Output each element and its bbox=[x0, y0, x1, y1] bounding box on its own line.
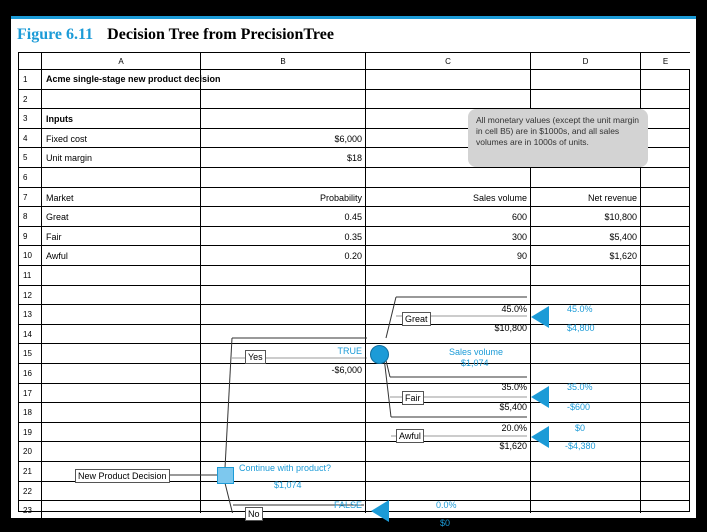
row-header-8[interactable]: 8 bbox=[19, 207, 42, 227]
row-gridline bbox=[42, 89, 690, 90]
cell-d7[interactable]: Net revenue bbox=[587, 193, 637, 203]
cell-b8[interactable]: 0.45 bbox=[344, 212, 362, 222]
figure-frame bbox=[11, 16, 696, 530]
row-header-17[interactable]: 17 bbox=[19, 384, 42, 404]
awful-branch-label[interactable]: Awful bbox=[396, 429, 424, 443]
no-end-triangle[interactable] bbox=[371, 500, 389, 522]
row-header-6[interactable]: 6 bbox=[19, 168, 42, 188]
row-header-22[interactable]: 22 bbox=[19, 482, 42, 502]
decision-node-square[interactable] bbox=[217, 467, 234, 484]
row-header-20[interactable]: 20 bbox=[19, 442, 42, 462]
row-header-15[interactable]: 15 bbox=[19, 344, 42, 364]
row-header-7[interactable]: 7 bbox=[19, 188, 42, 208]
great-branch-label[interactable]: Great bbox=[402, 312, 431, 326]
decision-node-label[interactable]: New Product Decision bbox=[75, 469, 170, 483]
figure-number: Figure 6.11 bbox=[17, 26, 94, 43]
chance-node-circle[interactable] bbox=[370, 345, 389, 364]
cell-a5[interactable]: Unit margin bbox=[46, 153, 93, 163]
row-gridline bbox=[42, 206, 690, 207]
awful-end-triangle[interactable] bbox=[531, 426, 549, 448]
cell-a10[interactable]: Awful bbox=[46, 251, 68, 261]
cell-b9[interactable]: 0.35 bbox=[344, 232, 362, 242]
cell-c8[interactable]: 600 bbox=[511, 212, 527, 222]
row-gridline bbox=[42, 363, 690, 364]
row-gridline bbox=[42, 226, 690, 227]
awful-end-prob: $0 bbox=[575, 423, 586, 433]
cell-a3[interactable]: Inputs bbox=[46, 114, 73, 124]
awful-prob: 20.0% bbox=[501, 423, 527, 433]
no-branch-label[interactable]: No bbox=[245, 507, 263, 521]
decision-value: $1,074 bbox=[274, 480, 302, 490]
row-gridline bbox=[42, 343, 690, 344]
great-end-triangle[interactable] bbox=[531, 306, 549, 328]
row-header-21[interactable]: 21 bbox=[19, 462, 42, 482]
row-header-9[interactable]: 9 bbox=[19, 227, 42, 247]
chance-value: $1,074 bbox=[461, 358, 489, 368]
row-gridline bbox=[42, 265, 690, 266]
column-header-b[interactable]: B bbox=[201, 53, 366, 70]
column-header-e[interactable]: E bbox=[641, 53, 690, 70]
cell-a4[interactable]: Fixed cost bbox=[46, 134, 88, 144]
column-header-c[interactable]: C bbox=[366, 53, 531, 70]
fair-end-prob: 35.0% bbox=[567, 382, 593, 392]
no-value: 0 bbox=[356, 520, 362, 530]
row-header-18[interactable]: 18 bbox=[19, 403, 42, 423]
figure-title bbox=[17, 26, 334, 44]
no-flag: FALSE bbox=[333, 500, 362, 510]
row-gridline bbox=[42, 167, 690, 168]
cell-b4[interactable]: $6,000 bbox=[334, 134, 362, 144]
cell-c10[interactable]: 90 bbox=[516, 251, 527, 261]
cell-c9[interactable]: 300 bbox=[511, 232, 527, 242]
row-gridline bbox=[42, 245, 690, 246]
awful-end-value: -$4,380 bbox=[565, 441, 596, 451]
figure-caption: Decision Tree from PrecisionTree bbox=[107, 26, 334, 43]
row-header-14[interactable]: 14 bbox=[19, 325, 42, 345]
row-header-16[interactable]: 16 bbox=[19, 364, 42, 384]
decision-label: Continue with product? bbox=[239, 463, 332, 473]
spreadsheet[interactable] bbox=[18, 52, 690, 530]
row-header-3[interactable]: 3 bbox=[19, 109, 42, 129]
row-header-1[interactable]: 1 bbox=[19, 70, 42, 90]
cell-d8[interactable]: $10,800 bbox=[604, 212, 637, 222]
row-gridline bbox=[42, 187, 690, 188]
row-header-13[interactable]: 13 bbox=[19, 305, 42, 325]
chance-label: Sales volume bbox=[449, 347, 504, 357]
cell-b5[interactable]: $18 bbox=[346, 153, 362, 163]
corner-header[interactable] bbox=[19, 53, 42, 70]
note-callout: All monetary values (except the unit margin in cell B5) are in $1000s, and all sales volumes are in 1000s of units. bbox=[468, 109, 648, 167]
column-header-d[interactable]: D bbox=[531, 53, 641, 70]
row-header-11[interactable]: 11 bbox=[19, 266, 42, 286]
row-gridline bbox=[42, 461, 690, 462]
fair-prob: 35.0% bbox=[501, 382, 527, 392]
row-header-4[interactable]: 4 bbox=[19, 129, 42, 149]
figure-top-rule bbox=[11, 16, 696, 19]
fair-branch-label[interactable]: Fair bbox=[402, 391, 424, 405]
row-header-12[interactable]: 12 bbox=[19, 286, 42, 306]
row-header-23[interactable]: 23 bbox=[19, 501, 42, 521]
no-payoff: $0 bbox=[440, 518, 451, 528]
great-value: $10,800 bbox=[494, 323, 527, 333]
fair-end-value: -$600 bbox=[567, 402, 591, 412]
great-end-prob: 45.0% bbox=[567, 304, 593, 314]
cell-a7[interactable]: Market bbox=[46, 193, 74, 203]
cell-a9[interactable]: Fair bbox=[46, 232, 62, 242]
column-header-a[interactable]: A bbox=[42, 53, 201, 70]
yes-cost: -$6,000 bbox=[331, 365, 362, 375]
great-prob: 45.0% bbox=[501, 304, 527, 314]
row-gridline bbox=[42, 520, 690, 521]
yes-flag: TRUE bbox=[337, 346, 362, 356]
row-header-10[interactable]: 10 bbox=[19, 246, 42, 266]
row-header-2[interactable]: 2 bbox=[19, 90, 42, 110]
yes-branch-label[interactable]: Yes bbox=[245, 350, 266, 364]
cell-a8[interactable]: Great bbox=[46, 212, 69, 222]
fair-end-triangle[interactable] bbox=[531, 386, 549, 408]
fair-value: $5,400 bbox=[499, 402, 527, 412]
row-header-5[interactable]: 5 bbox=[19, 148, 42, 168]
great-end-value: $4,800 bbox=[567, 323, 595, 333]
cell-d9[interactable]: $5,400 bbox=[609, 232, 637, 242]
cell-b7[interactable]: Probability bbox=[319, 193, 362, 203]
cell-b10[interactable]: 0.20 bbox=[344, 251, 362, 261]
row-gridline bbox=[42, 500, 690, 501]
no-prob: 0.0% bbox=[436, 500, 457, 510]
row-gridline bbox=[42, 285, 690, 286]
awful-value: $1,620 bbox=[499, 441, 527, 451]
cell-c7[interactable]: Sales volume bbox=[472, 193, 527, 203]
cell-d10[interactable]: $1,620 bbox=[609, 251, 637, 261]
row-header-19[interactable]: 19 bbox=[19, 423, 42, 443]
cell-a1[interactable]: Acme single-stage new product decision bbox=[46, 74, 221, 84]
